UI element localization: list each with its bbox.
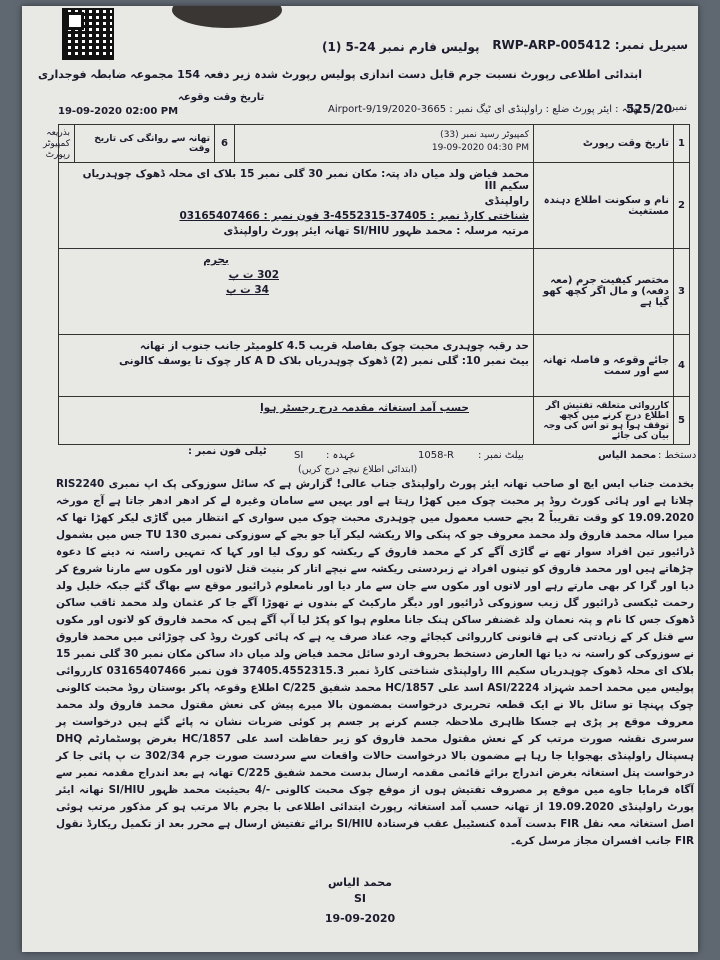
report-datetime: کمپیوٹر رسید نمبر (33) 19-09-2020 04:30 PM — [235, 125, 534, 163]
belt-number: 1058-R — [418, 450, 455, 461]
closing-signature-name: محمد الیاس — [328, 876, 392, 889]
closing-date: 19-09-2020 — [324, 912, 396, 925]
row-number: 2 — [674, 163, 690, 249]
meta-row — [58, 92, 688, 124]
serial-number: سیریل نمبر: RWP-ARP-005412 — [492, 38, 688, 52]
closing-rank: SI — [353, 892, 366, 905]
rank-value: SI — [294, 450, 304, 461]
table-row — [59, 125, 690, 163]
offence-label: مختصر کیفیت جرم (معہ دفعہ) و مال اگر کچھ کھو گیا ہے — [534, 249, 674, 335]
action-label: کارروائی متعلقہ تفتیش اگر اطلاع درج کرنے میں کچھ توقف ہوا ہو تو اس کی وجہ بیان کی جائے — [534, 397, 674, 445]
signature-label: دستخط : — [658, 450, 697, 461]
table-row — [59, 335, 690, 397]
qr-code-icon — [62, 8, 114, 60]
table-row — [59, 397, 690, 445]
row-number: 4 — [674, 335, 690, 397]
row-number: 1 — [674, 125, 690, 163]
signature-name: محمد الیاس — [598, 450, 657, 461]
phone-label: ٹیلی فون نمبر : — [188, 446, 267, 457]
row-number: 3 — [674, 249, 690, 335]
row-number: 6 — [215, 125, 235, 163]
fir-details-table — [42, 124, 690, 445]
action-taken: حسب آمد استغاثہ مقدمہ درج رجسٹر ہوا — [59, 397, 534, 445]
belt-label: بیلٹ نمبر : — [478, 450, 524, 461]
table-row — [59, 163, 690, 249]
fir-entry-note: (ابتدائی اطلاع نیچے درج کریں) — [298, 464, 418, 475]
dispatch-label: تھانہ سے روانگی کی تاریخ وقت — [75, 125, 215, 163]
fir-narrative: بخدمت جناب ایس ایچ او صاحب تھانہ ایئر پورٹ راولپنڈی جناب عالی! گزارش ہے کہ سائل سوزوکی پک اپ نمبری RIS2240 چلاتا ہے اور ہائی کورٹ روڈ پر محبت چوک میں کھڑا رہتا ہے اور یہیں سے سامان وغیرہ لے کر ادھر ادھر جاتا ہے آج مورخہ 19.09.2020 کو وقت تقریباً 2 بجے حسب معمول میں چوہدری محبت چوک میں سواری کے انتظار میں گاڑی لیکر کھڑا تھا کہ میرا سالہ محمد فاروق ولد محمد معروف جو کہ پنکی والا ریکشہ لیکر آیا جو بجے کے سوزوکی نمبری TU 130 جس میں بشمول ڈرائیور تین افراد سوار تھے نے گاڑی آگے کر کے محمد فاروق کے ریکشہ کو روک لیا اور کہا کہ تمہیں راستہ نہ دینے کا دعوہ چڑھاتے ہیں اور محمد فاروق کو تینوں افراد نے زبردستی ریکشہ سے نیچے اتار کر بنیت قتل لاتوں اور مکوں سے مارنا شروع کر دیا اور گرا کر بھی مارتے رہے اور لاتوں اور مکوں سے جان سے مار دیا اور نامعلوم ڈرائیور موقع سے بھاگ گئے جبکہ خلیل ولد رحمت ٹیکسی ڈرائیور گل زیب سوزوکی ڈرائیور اور دیگر مارکیٹ کے بندوں نے تھوڑا آگے جا کر عثمان ولد محمد ثاقب ساکن ڈھوک جس کا نام و پتہ نعمان ولد غضنفر ساکن ہنک جانا معلوم ہوا کو پکڑ لیا آپ آگے ہیں کہ محمد فاروق کو لاتوں اور مکوں سے قتل کر کے زیادتی کی ہے قانونی کارروائی کیجائے وجہ عناد صرف یہ ہے کہ ہائی کورٹ روڈ کی چوڑائی میں محمد فاروق نے سوزوکی کو راستہ نہ دیا تھا العارض دستخط بحروف اردو سائل محمد فیاض ولد میاں داد ساکن مکان نمبر 30 گلی نمبر 15 بلاک ای محلہ ڈھوک چوہدریاں سکیم III راولپنڈی شناختی کارڈ نمبر 37405.4552315.3 فون نمبر 03165407466 کارروائی پولیس میں محمد احمد شہزاد ASI/2224 اسد علی HC/1857 محمد شفیق C/225 اطلاع وقوعہ پاکر بوستان روڈ محبت کالونی چوک پہنچا تو سائل بالا نے ایک قطعہ تحریری درخواست بمضمون بالا میرے پیش کی نعش مقتول محمد فاروق ولد محمد معروف موقع پر پڑی ہے جسکا ظاہری ملاحظہ جسم کرنے پر جسم پر کوئی ضربات نشان نہ پائے گئے ہیں درخواست پر سرسری نقشہ صورت مرتب کر کے نعش مقتول محمد فاروق کو زیر حفاظت اسد علی HC/1857 بغرض پوسٹمارٹم DHQ ہسپتال راولپنڈی بھجوایا جا رہا ہے مضمون بالا درخواست حالات واقعات سے سردست صورت جرم 302/34 ت پ پائی جا کر درخواست پتل استغاثہ بغرض اندراج برائے قائمی مقدمہ ارسال بدست محمد شفیق C/225 تھانہ ہے بعد اندراج مقدمہ نمبر سے آگاہ فرمایا جاوے میں موقع پر مصروف تفتیش ہوں از موقع چوک محبت کالونی -/4 بحیثیت محمد ظہور SI/HIU تھانہ ایئر پورٹ راولپنڈی 19.09.2020 از تھانہ حسب آمد استغاثہ رپورٹ ابتدائی اطلاعی با بجرم بالا مرتب ہو کر مذکور مرتب ہوئی اصل استغاثہ معہ نقل FIR بدست آمدہ کنسٹیبل عقب فرستادہ SI/HIU برائے تفتیش ارسال ہے محرر بعد از تکمیل ریکارڈ نقول FIR جانب افسران مجاز مرسل کرے۔ — [56, 478, 695, 847]
occurrence-datetime-label: تاریخ وقت وقوعہ — [178, 92, 265, 103]
document-title: ابتدائی اطلاعی رپورٹ نسبت جرم قابل دست اندازی پولیس رپورٹ شدہ زیر دفعہ 154 مجموعہ ضابطہ فوجداری — [38, 68, 642, 81]
fir-document-page — [22, 6, 698, 952]
fir-number: 525/20 — [626, 102, 673, 116]
complainant-label: نام و سکونت اطلاع دہندہ مستغیث — [534, 163, 674, 249]
table-row — [59, 249, 690, 335]
signature-row — [58, 446, 697, 476]
station-info: تھانہ : ایئر پورٹ ضلع : راولپنڈی ای ٹیگ نمبر : Airport-9/19/2020-3665 — [328, 104, 641, 115]
police-form-number: پولیس فارم نمبر 24-5 (1) — [322, 40, 480, 54]
occurrence-datetime: 19-09-2020 02:00 PM — [58, 106, 179, 117]
finger-shadow — [172, 6, 282, 28]
place-label: جائے وقوعہ و فاصلہ تھانہ سے اور سمت — [534, 335, 674, 397]
place-of-occurrence: حد رقبہ چوہدری محبت چوک بفاصلہ قریب 4.5 کلومیٹر جانب جنوب از تھانہ بیٹ نمبر 10: گلی نمبر (2) ڈھوک چوہدریاں بلاک A D کار چوک تا یوسف کالونی — [59, 335, 534, 397]
route-method: بذریعہ کمپیوٹر رپورٹ — [59, 125, 75, 163]
row-number: 5 — [674, 397, 690, 445]
rank-label: عہدہ : — [326, 450, 356, 461]
offence-details: بجرم 302 ت پ 34 ت پ — [59, 249, 534, 335]
complainant-details: محمد فیاض ولد میاں داد پتہ: مکان نمبر 30 گلی نمبر 15 بلاک ای محلہ ڈھوک چوہدریاں سکیم III راولپنڈی شناختی کارڈ نمبر : 37405-4552315-3 فون نمبر : 03165407466 مرتبہ مرسلہ : محمد ظہور SI/HIU تھانہ ایئر پورٹ راولپنڈی — [59, 163, 534, 249]
report-datetime-label: تاریخ وقت رپورٹ — [534, 125, 674, 163]
fir-number-label: نمبر — [670, 102, 688, 113]
